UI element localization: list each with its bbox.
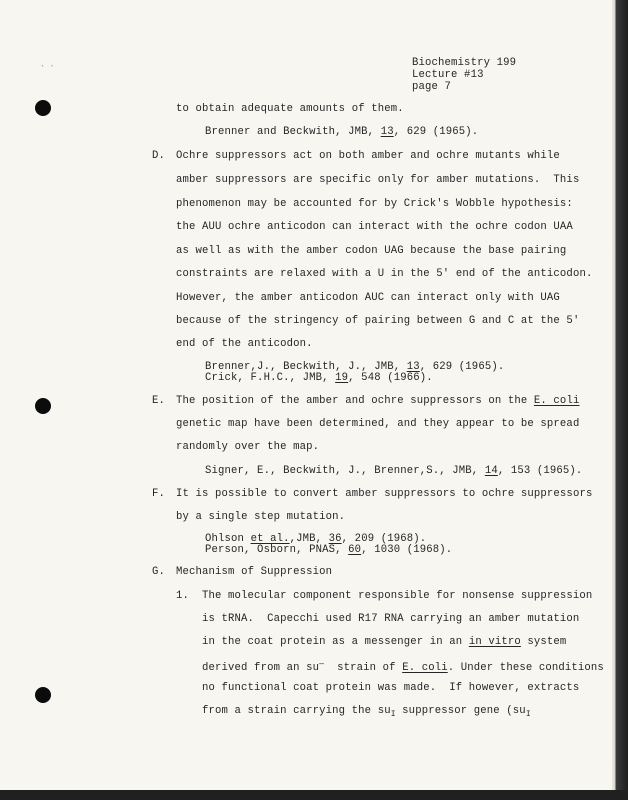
stray-marks: ˎ ˎ (40, 57, 55, 66)
reference-line: Crick, F.H.C., JMB, 19, 548 (1966). (205, 372, 433, 384)
punch-hole-top (35, 100, 51, 116)
body-line: randomly over the map. (176, 441, 320, 453)
reference-line: Ohlson et al.,JMB, 36, 209 (1968). (205, 533, 427, 545)
punch-hole-middle (35, 398, 51, 414)
body-line: no functional coat protein was made. If however, extracts (202, 682, 580, 694)
body-line: The molecular component responsible for nonsense suppression (202, 590, 593, 602)
reference-line: Signer, E., Beckwith, J., Brenner,S., JMB, 14, 153 (1965). (205, 465, 583, 477)
body-line: Ochre suppressors act on both amber and ochre mutants while (176, 150, 560, 162)
reference-line: Brenner,J., Beckwith, J., JMB, 13, 629 (1965). (205, 361, 505, 373)
body-line: constraints are relaxed with a U in the 5' end of the anticodon. (176, 268, 593, 280)
body-line: genetic map have been determined, and they appear to be spread (176, 418, 580, 430)
section-label-g: G. (152, 566, 166, 578)
header-page: page 7 (412, 81, 452, 93)
section-label-e: E. (152, 395, 166, 407)
body-line: is tRNA. Capecchi used R17 RNA carrying an amber mutation (202, 613, 580, 625)
punch-hole-bottom (35, 687, 51, 703)
body-line: in the coat protein as a messenger in an in vitro system (202, 636, 567, 648)
body-line: the AUU ochre anticodon can interact with the ochre codon UAA (176, 221, 573, 233)
section-heading: Mechanism of Suppression (176, 566, 333, 578)
header-course: Biochemistry 199 (412, 57, 517, 69)
body-line: The position of the amber and ochre suppressors on the E. coli (176, 395, 580, 407)
body-line: derived from an su— strain of E. coli. Under these conditions (202, 660, 604, 674)
reference-line: Brenner and Beckwith, JMB, 13, 629 (1965). (205, 126, 479, 138)
body-line: because of the stringency of pairing between G and C at the 5' (176, 315, 580, 327)
section-label-d: D. (152, 150, 166, 162)
body-line: by a single step mutation. (176, 511, 346, 523)
background-bottom (0, 790, 628, 800)
reference-line: Person, Osborn, PNAS, 60, 1030 (1968). (205, 544, 453, 556)
body-line: However, the amber anticodon AUC can interact only with UAG (176, 292, 560, 304)
body-line: as well as with the amber codon UAG because the base pairing (176, 245, 567, 257)
body-line: end of the anticodon. (176, 338, 313, 350)
body-line: phenomenon may be accounted for by Crick's Wobble hypothesis: (176, 198, 573, 210)
body-line: to obtain adequate amounts of them. (176, 103, 404, 115)
section-label-f: F. (152, 488, 166, 500)
header-lecture: Lecture #13 (412, 69, 484, 81)
body-line: from a strain carrying the $su_I$ suppressor gene ($su_I$ (202, 705, 531, 719)
body-line: It is possible to convert amber suppressors to ochre suppressors (176, 488, 593, 500)
body-line: amber suppressors are specific only for amber mutations. This (176, 174, 580, 186)
item-label-1: 1. (176, 590, 190, 602)
page-edge-shadow (612, 0, 628, 800)
